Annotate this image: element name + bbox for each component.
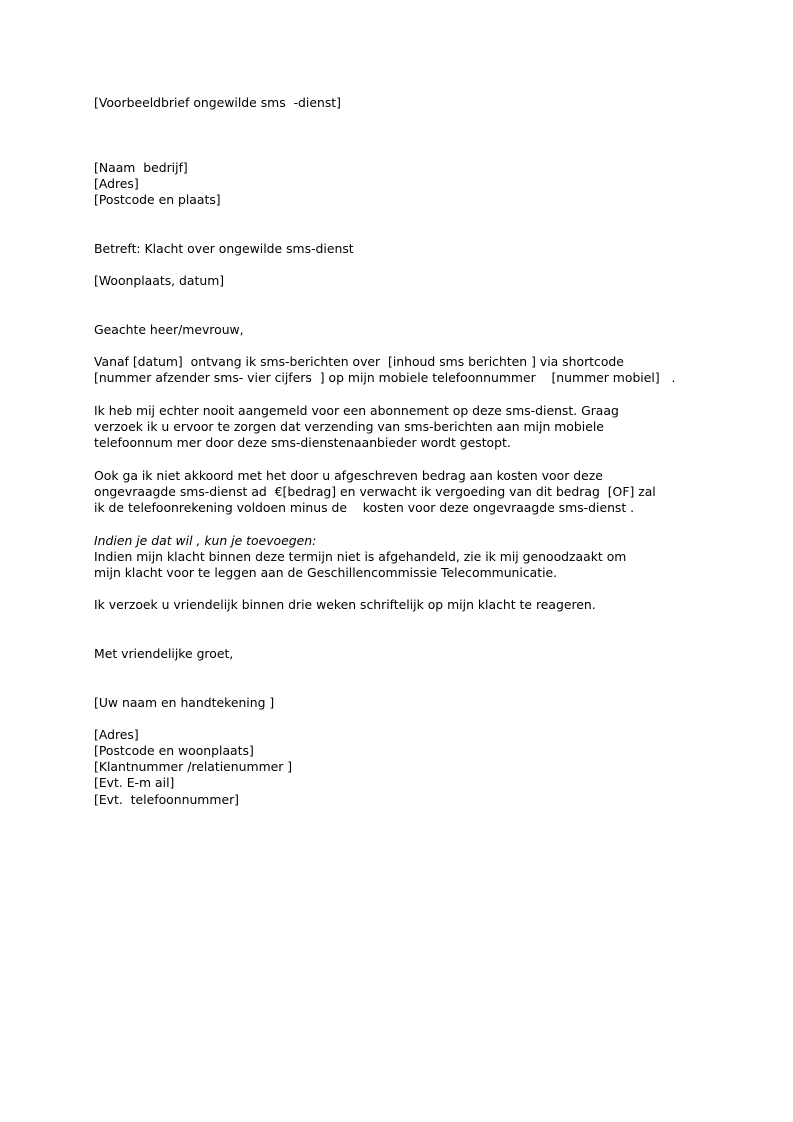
paragraph4-line2: mijn klacht voor te leggen aan de Geschillencommissie Telecommunicatie. (94, 565, 558, 580)
sender-phone: [Evt. telefoonnummer] (94, 792, 239, 807)
closing: Met vriendelijke groet, (94, 646, 234, 661)
paragraph2-line2: verzoek ik u ervoor te zorgen dat verzending van sms-berichten aan mijn mobiele (94, 419, 604, 434)
recipient-postcode-city: [Postcode en plaats] (94, 192, 221, 207)
sender-address: [Adres] (94, 727, 139, 742)
paragraph3-line1: Ook ga ik niet akkoord met het door u afgeschreven bedrag aan kosten voor deze (94, 468, 603, 483)
signature: [Uw naam en handtekening ] (94, 695, 275, 710)
optional-note: Indien je dat wil , kun je toevoegen: (94, 533, 317, 548)
recipient-name: [Naam bedrijf] (94, 160, 188, 175)
recipient-address: [Adres] (94, 176, 139, 191)
paragraph2-line1: Ik heb mij echter nooit aangemeld voor een abonnement op deze sms-dienst. Graag (94, 403, 619, 418)
subject-line: Betreft: Klacht over ongewilde sms-dienst (94, 241, 354, 256)
paragraph4-line1: Indien mijn klacht binnen deze termijn niet is afgehandeld, zie ik mij genoodzaakt om (94, 549, 627, 564)
paragraph5: Ik verzoek u vriendelijk binnen drie weken schriftelijk op mijn klacht te reageren. (94, 597, 596, 612)
sender-customer-number: [Klantnummer /relatienummer ] (94, 759, 293, 774)
salutation: Geachte heer/mevrouw, (94, 322, 244, 337)
paragraph1-line1: Vanaf [datum] ontvang ik sms-berichten over [inhoud sms berichten ] via shortcode (94, 354, 624, 369)
paragraph3-line3: ik de telefoonrekening voldoen minus de kosten voor deze ongevraagde sms-dienst . (94, 500, 635, 515)
paragraph1-line2: [nummer afzender sms- vier cijfers ] op mijn mobiele telefoonnummer [nummer mobiel] . (94, 370, 676, 385)
sender-postcode-city: [Postcode en woonplaats] (94, 743, 254, 758)
place-date: [Woonplaats, datum] (94, 273, 225, 288)
sender-email: [Evt. E-m ail] (94, 775, 175, 790)
letter-header: [Voorbeeldbrief ongewilde sms -dienst] (94, 95, 341, 110)
paragraph2-line3: telefoonnum mer door deze sms-dienstenaanbieder wordt gestopt. (94, 435, 511, 450)
paragraph3-line2: ongevraagde sms-dienst ad €[bedrag] en verwacht ik vergoeding van dit bedrag [OF] zal (94, 484, 656, 499)
